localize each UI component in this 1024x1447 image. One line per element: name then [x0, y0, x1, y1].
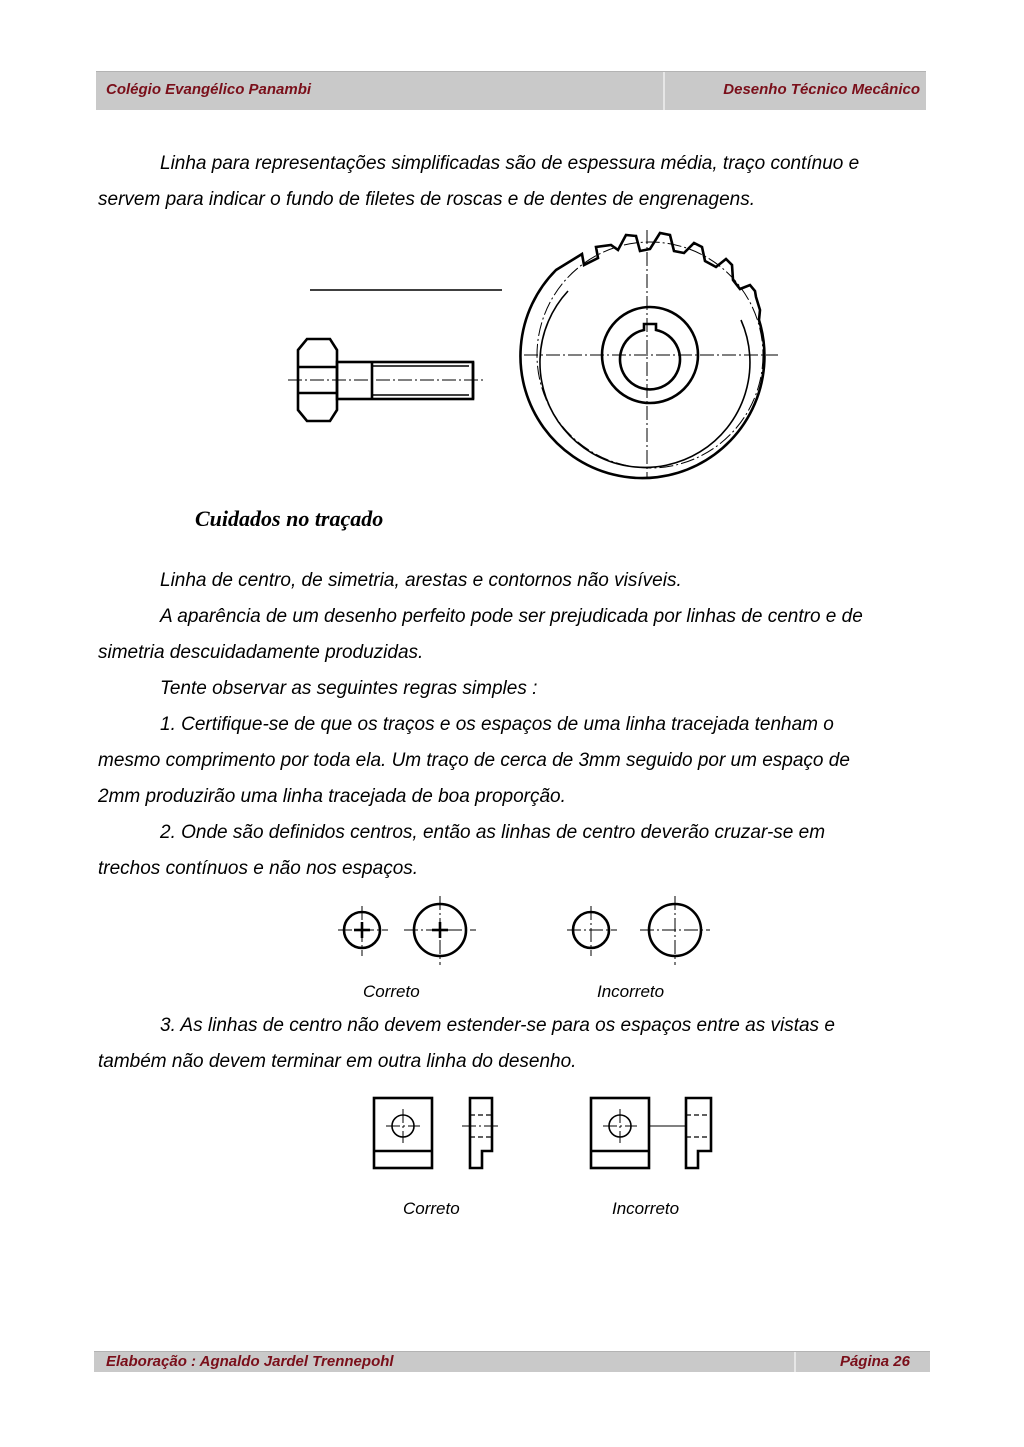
paragraph-1: Linha de centro, de simetria, arestas e contornos não visíveis. — [160, 570, 682, 591]
section-title: Cuidados no traçado — [195, 506, 384, 531]
rule-1-line-2: mesmo comprimento por toda ela. Um traço de cerca de 3mm seguido por um espaço de — [98, 750, 850, 771]
correct-crossings — [338, 896, 476, 965]
header-course-name: Desenho Técnico Mecânico — [723, 81, 920, 98]
figure-bolt-and-gear — [0, 225, 1024, 485]
bolt-drawing — [288, 339, 484, 421]
header-school-name: Colégio Evangélico Panambi — [106, 81, 312, 98]
footer-page-number: Página 26 — [839, 1353, 910, 1370]
incorrect-crossings — [567, 896, 710, 965]
caption-correct-2: Correto — [403, 1199, 460, 1218]
rule-1-line-1: 1. Certifique-se de que os traços e os espaços de uma linha tracejada tenham o — [160, 714, 834, 735]
paragraph-3: Tente observar as seguintes regras simples : — [160, 678, 538, 699]
rule-1-line-3: 2mm produzirão uma linha tracejada de boa proporção. — [98, 786, 566, 807]
correct-views — [374, 1098, 500, 1168]
footer-author: Elaboração : Agnaldo Jardel Trennepohl — [106, 1353, 394, 1370]
gear-drawing — [520, 230, 778, 478]
rule-2-line-1: 2. Onde são definidos centros, então as linhas de centro deverão cruzar-se em — [160, 822, 826, 843]
rule-2-line-2: trechos contínuos e não nos espaços. — [98, 858, 419, 879]
gear-outline — [520, 233, 764, 478]
intro-line-1: Linha para representações simplificadas são de espessura média, traço contínuo e — [160, 153, 860, 174]
gear-root-circle — [540, 291, 750, 467]
page-footer — [94, 1351, 930, 1372]
gear-bore-keyway — [620, 324, 680, 389]
header-divider — [663, 72, 665, 110]
caption-incorrect-2: Incorreto — [612, 1199, 680, 1218]
rules-paragraphs — [98, 563, 926, 887]
caption-incorrect-1: Incorreto — [597, 982, 665, 1001]
footer-divider — [794, 1352, 796, 1372]
paragraph-2-line-2: simetria descuidadamente produzidas. — [98, 642, 424, 663]
rule-3-line-1: 3. As linhas de centro não devem estender-se para os espaços entre as vistas e — [160, 1015, 835, 1036]
intro-paragraph — [98, 146, 926, 218]
caption-correct-1: Correto — [363, 982, 420, 1001]
page-header — [96, 71, 926, 110]
figure-views-centerlines — [0, 1090, 1024, 1180]
incorrect-views — [591, 1098, 711, 1168]
figure-centerline-crossings — [0, 893, 1024, 973]
rule-3-line-2: também não devem terminar em outra linha do desenho. — [98, 1051, 577, 1072]
intro-line-2: servem para indicar o fundo de filetes de roscas e de dentes de engrenagens. — [98, 189, 755, 210]
paragraph-2-line-1: A aparência de um desenho perfeito pode ser prejudicada por linhas de centro e de — [160, 606, 863, 627]
rule-3-paragraph — [98, 1008, 926, 1080]
